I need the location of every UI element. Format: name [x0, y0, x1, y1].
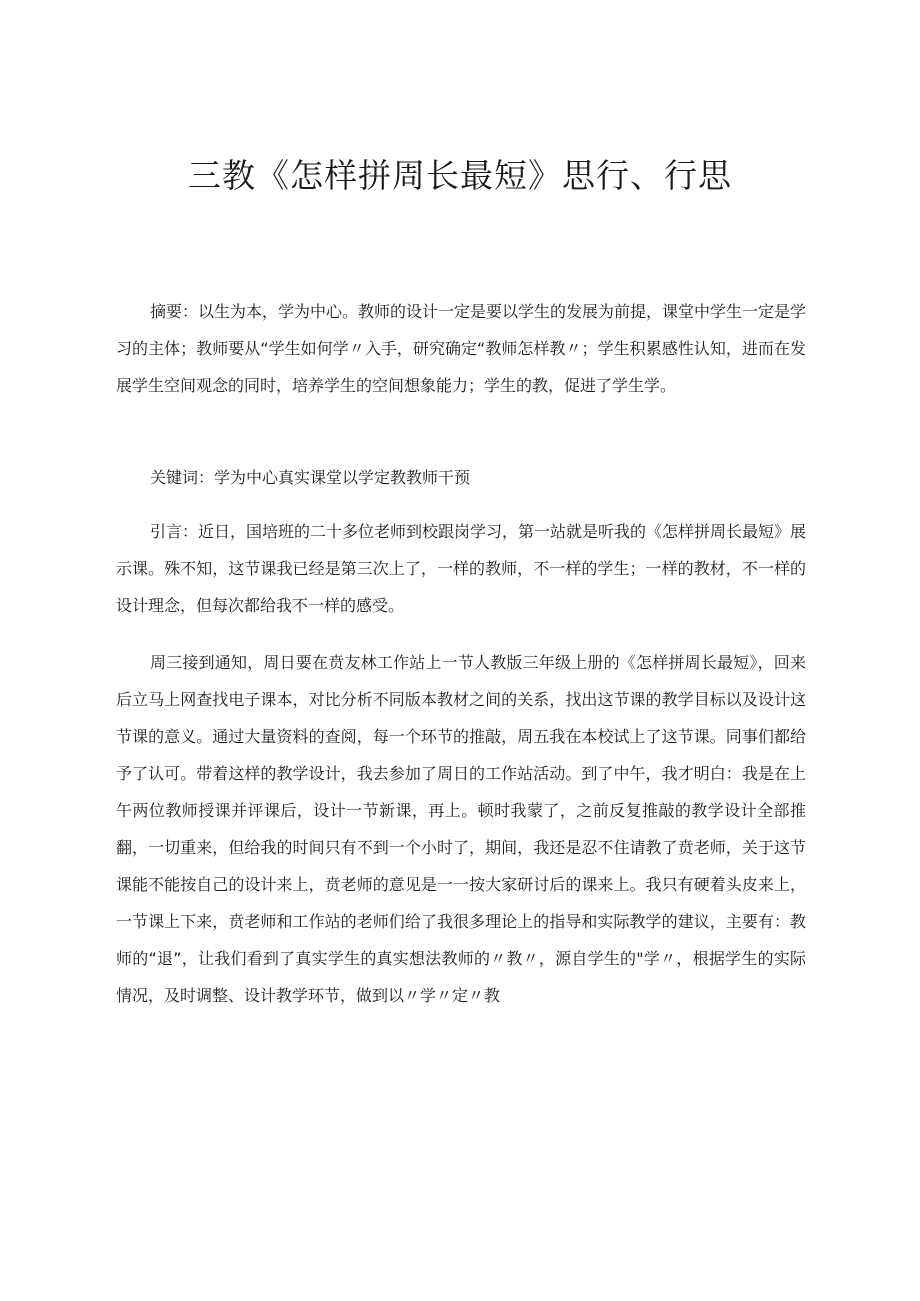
document-title: 三教《怎样拼周长最短》思行、行思: [188, 156, 732, 195]
keywords-paragraph: 关键词：学为中心真实课堂以学定教教师干预: [150, 468, 471, 487]
intro-paragraph: 引言：近日，国培班的二十多位老师到校跟岗学习，第一站就是听我的《怎样拼周长最短》展示课。殊不知，这节课我已经是第三次上了，一样的教师，不一样的学生；一样的教材，不一样的设计理念，但每次都给我不一样的感受。: [116, 522, 807, 615]
abstract-paragraph: 摘要：以生为本，学为中心。教师的设计一定是要以学生的发展为前提，课堂中学生一定是学习的主体；教师要从“学生如何学〃入手，研究确定“教师怎样教〃；学生积累感性认知，进而在发展学生空间观念的同时，培养学生的空间想象能力；学生的教，促进了学生学。: [116, 302, 807, 395]
main-paragraph: 周三接到通知，周日要在贲友林工作站上一节人教版三年级上册的《怎样拼周长最短》，回来后立马上网查找电子课本，对比分析不同版本教材之间的关系，找出这节课的教学目标以及设计这节课的意义。通过大量资料的查阅，每一个环节的推敲，周五我在本校试上了这节课。同事们都给予了认可。带着这样的教学设计，我去参加了周日的工作站活动。到了中午，我才明白：我是在上午两位教师授课并评课后，设计一节新课，再上。顿时我蒙了，之前反复推敲的教学设计全部推翻，一切重来，但给我的时间只有不到一个小时了，期间，我还是忍不住请教了贲老师，关于这节课能不能按自己的设计来上，贲老师的意见是一一按大家研讨后的课来上。我只有硬着头皮来上，一节课上下来，贲老师和工作站的老师们给了我很多理论上的指导和实际教学的建议，主要有：教师的“退”，让我们看到了真实学生的真实想法教师的〃教〃，源自学生的"学〃，根据学生的实际情况，及时调整、设计教学环节，做到以〃学〃定〃教: [116, 653, 806, 1005]
